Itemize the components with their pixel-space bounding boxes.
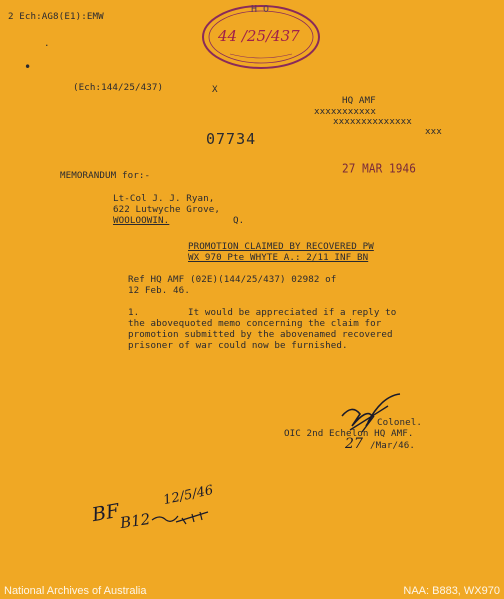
hq-line-3: xxxxxxxxxxxxxx: [333, 116, 412, 127]
document-number: 07734: [206, 130, 257, 148]
paragraph-line-1: It would be appreciated if a reply to: [188, 307, 397, 318]
addressee-state: Q.: [233, 215, 245, 226]
signature-date: /Mar/46.: [370, 440, 416, 451]
stamp-top-text: H O: [251, 4, 270, 15]
signature-unit: OIC 2nd Echelon HQ AMF.: [284, 428, 414, 439]
handwritten-b12: B12: [118, 509, 152, 533]
footer-archive-name: National Archives of Australia: [4, 585, 147, 597]
addressee-name: Lt-Col J. J. Ryan,: [113, 193, 215, 204]
handwritten-bf: BF: [90, 499, 122, 527]
memorandum-label: MEMORANDUM for:-: [60, 170, 151, 181]
stamp-number: 44 /25/437: [218, 27, 300, 45]
hq-line-2: xxxxxxxxxxx: [314, 106, 376, 117]
addressee-suburb: WOOLOOWIN.: [113, 215, 170, 226]
reference-line-2: 12 Feb. 46.: [128, 285, 190, 296]
registry-stamp: [200, 2, 322, 72]
footer-citation: NAA: B883, WX970: [403, 585, 500, 597]
handwritten-scribble: [150, 504, 210, 528]
handwritten-date: 12/5/46: [161, 482, 215, 509]
addressee-street: 622 Lutwyche Grove,: [113, 204, 220, 215]
paragraph-line-2: the abovequoted memo concerning the claim for: [128, 318, 382, 329]
x-mark: X: [212, 84, 218, 95]
hole-mark: .: [44, 38, 50, 49]
hq-line-4: xxx: [425, 126, 442, 137]
subject-line-2: WX 970 Pte WHYTE A.: 2/11 INF BN: [188, 252, 369, 263]
subject-line-1: PROMOTION CLAIMED BY RECOVERED PW: [188, 241, 374, 252]
hq-line-1: HQ AMF: [342, 95, 376, 106]
reference-top: 2 Ech:AG8(E1):EMW: [8, 11, 104, 22]
paragraph-number: 1.: [128, 307, 140, 318]
paragraph-line-3: promotion submitted by the abovenamed recovered: [128, 329, 393, 340]
signature-date-hand: 27: [345, 436, 364, 452]
arrow-mark-icon: •: [24, 60, 32, 74]
paragraph-line-4: prisoner of war could now be furnished.: [128, 340, 348, 351]
reference-line-1: Ref HQ AMF (02E)(144/25/437) 02982 of: [128, 274, 337, 285]
signature-title: Colonel.: [377, 417, 423, 428]
file-reference: (Ech:144/25/437): [73, 82, 164, 93]
date-stamp: 27 MAR 1946: [342, 161, 416, 176]
